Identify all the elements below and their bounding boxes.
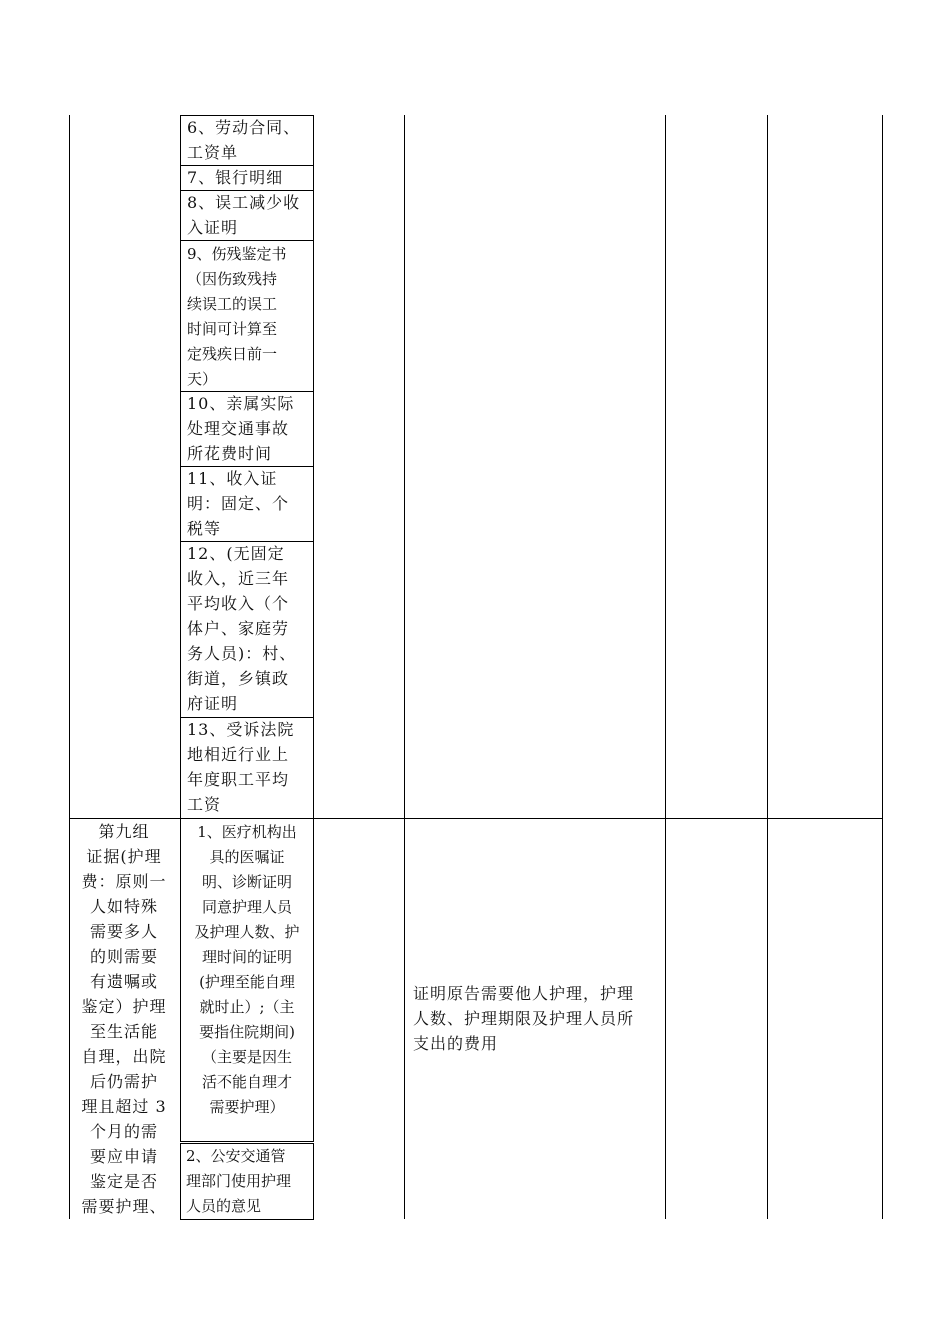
table-column-line-5 — [882, 115, 883, 1219]
evidence-item-13: 13、受诉法院 地相近行业上 年度职工平均 工资 — [187, 720, 295, 814]
group9-proof-purpose: 证明原告需要他人护理，护理 人数、护理期限及护理人员所 支出的费用 — [413, 984, 635, 1053]
evidence-item-9: 9、伤残鉴定书 （因伤致残持 续误工的误工 时间可计算至 定残疾日前一 天） — [187, 245, 287, 388]
evidence-item-11: 11、收入证 明：固定、个 税等 — [187, 469, 290, 538]
group9-evidence-item-2: 2、公安交通管 理部门使用护理 人员的意见 — [186, 1147, 292, 1215]
evidence-item-7: 7、银行明细 — [187, 168, 284, 187]
evidence-item-10: 10、亲属实际 处理交通事故 所花费时间 — [187, 394, 295, 463]
evidence-item-12: 12、(无固定 收入，近三年 平均收入（个 体户、家庭劳 务人员)：村、 街道，乡镇政 府证明 — [187, 544, 297, 713]
group9-label: 第九组 证据(护理 费：原则一 人如特殊 需要多人 的则需要 有遗嘱或 鉴定）护理 至生活能 自理，出院 后仍需护 理且超过 3 个月的需 要应申请 鉴定是否 需要护理、 — [81, 822, 167, 1216]
table-column-line-3 — [665, 115, 666, 1219]
evidence-item-8: 8、误工减少收 入证明 — [187, 193, 301, 237]
group9-evidence-item-1: 1、医疗机构出 具的医嘱证 明、诊断证明 同意护理人员 及护理人数、护 理时间的证明 (护理至能自理 就时止）;（主 要指住院期间) （主要是因生 活不能自理才 需要护理） — [194, 823, 300, 1116]
table-column-line-2 — [404, 115, 405, 1219]
evidence-item-6: 6、劳动合同、 工资单 — [187, 118, 301, 162]
table-column-line-4 — [767, 115, 768, 1219]
